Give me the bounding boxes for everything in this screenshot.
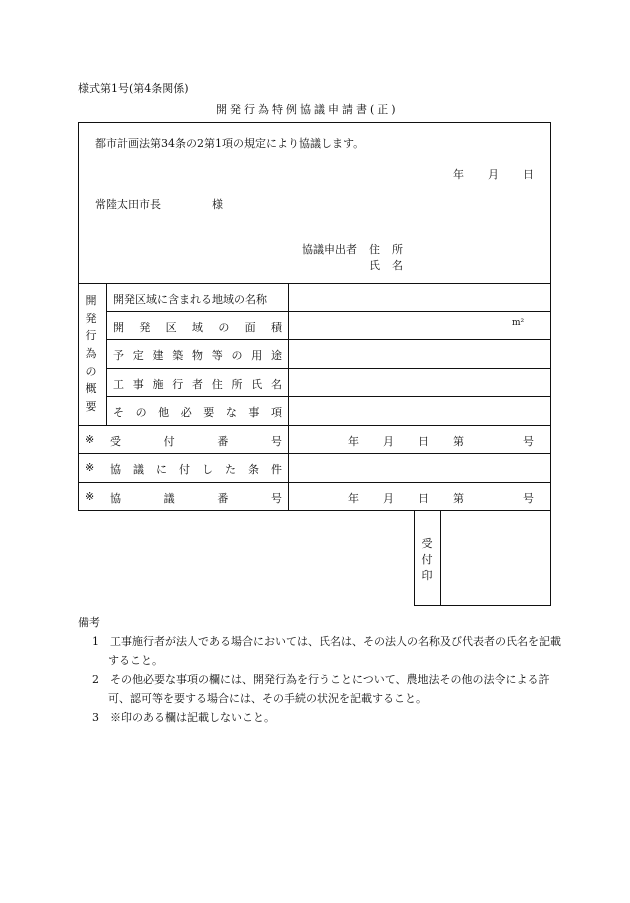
- row-label-other: そ の 他 必 要 な 事 項: [113, 406, 282, 419]
- addressee-name: 常陸太田市長: [95, 198, 161, 211]
- date-day-label: 日: [523, 168, 534, 181]
- receipt-dai: 第: [453, 435, 464, 448]
- addressee-honorific: 様: [212, 198, 223, 211]
- note-item: 2 その他必要な事項の欄には、開発行為を行うことについて、農地法その他の法令による許可、認可等を要する場合には、その手続の状況を記載すること。: [92, 673, 550, 705]
- consult-year: 年: [348, 492, 359, 505]
- date-year-label: 年: [453, 168, 464, 181]
- receipt-year: 年: [348, 435, 359, 448]
- note-item: 3 ※印のある欄は記載しないこと。: [92, 711, 275, 724]
- note-item: 1 工事施行者が法人である場合においては、氏名は、その法人の名称及び代表者の氏名を記載すること。: [92, 635, 561, 667]
- row-label-contractor: 工 事 施 行 者 住 所 氏 名: [113, 378, 282, 391]
- applicant-label: 協議申出者: [302, 243, 357, 256]
- conditions-mark: ※: [85, 461, 95, 474]
- receipt-go: 号: [523, 435, 534, 448]
- row-label-area-size: 開 発 区 域 の 面 積: [113, 321, 282, 334]
- applicant-address-label: 住所: [369, 243, 415, 256]
- row-label-building-use: 予 定 建 築 物 等 の 用 途: [113, 349, 282, 362]
- statement-text: 都市計画法第34条の2第1項の規定により協議します。: [95, 137, 365, 150]
- row-label-conditions: 協 議 に 付 し た 条 件: [110, 463, 282, 476]
- date-month-label: 月: [488, 168, 499, 181]
- overview-group-label: 開 発 行 為 の 概 要: [85, 294, 97, 413]
- receipt-stamp-label: 受 付 印: [421, 537, 433, 582]
- consult-dai: 第: [453, 492, 464, 505]
- applicant-name-label: 氏名: [369, 259, 415, 272]
- receipt-day: 日: [418, 435, 429, 448]
- form-title: 開発行為特例協議申請書(正): [216, 103, 399, 116]
- consult-mark: ※: [85, 490, 95, 503]
- area-unit: m²: [512, 318, 525, 328]
- notes-title: 備考: [78, 616, 100, 629]
- consult-go: 号: [523, 492, 534, 505]
- row-label-receipt-number: 受 付 番 号: [110, 435, 282, 448]
- receipt-mark: ※: [85, 433, 95, 446]
- receipt-month: 月: [383, 435, 394, 448]
- consult-month: 月: [383, 492, 394, 505]
- row-label-consult-number: 協 議 番 号: [110, 492, 282, 505]
- form-number: 様式第1号(第4条関係): [78, 82, 189, 95]
- consult-day: 日: [418, 492, 429, 505]
- row-label-area-name: 開発区域に含まれる地域の名称: [113, 293, 267, 306]
